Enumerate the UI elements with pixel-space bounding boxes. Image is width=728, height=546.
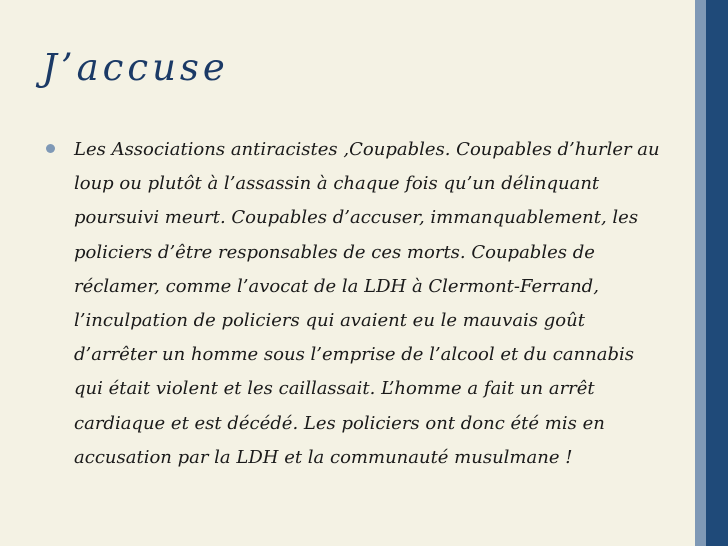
bullet-dot-icon bbox=[46, 144, 55, 153]
slide-body bbox=[42, 133, 660, 475]
bullet-text: Les Associations antiracistes ,Coupables. Coupables d’hurler au loup ou plutôt à l’assassin à chaque fois qu’un délinquant poursuivi meurt. Coupables d’accuser, immanquablement, les policiers d’être responsables de ces morts. Coupables de réclamer, comme l’avocat de la LDH à Clermont-Ferrand, l’inculpation de policiers qui avaient eu le mauvais goût d’arrêter un homme sous l’emprise de l’alcool et du cannabis qui était violent et les caillassait. L’homme a fait un arrêt cardiaque et est décédé. Les policiers ont donc été mis en accusation par la LDH et la communauté musulmane ! bbox=[74, 139, 660, 468]
slide-title: J’accuse bbox=[42, 46, 229, 89]
bullet-item bbox=[42, 133, 660, 475]
accent-bar-light bbox=[695, 0, 706, 546]
accent-bar-dark bbox=[706, 0, 728, 546]
